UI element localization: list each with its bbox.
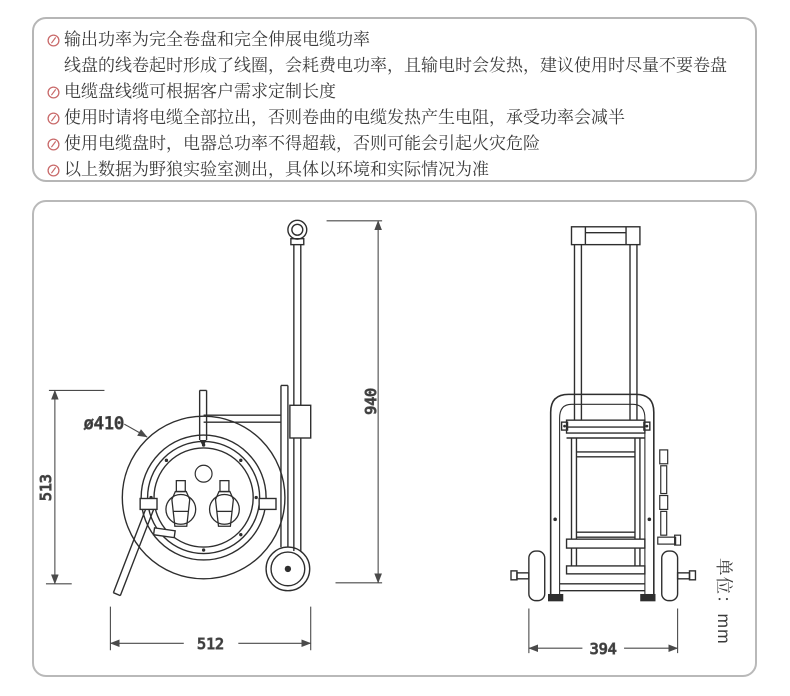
dim-label-513: 513 bbox=[36, 474, 55, 502]
note-text: 以上数据为野狼实验室测出，具体以环境和实际情况为准 bbox=[64, 160, 489, 179]
note-item bbox=[42, 27, 743, 53]
front-view-drawing bbox=[113, 220, 310, 595]
note-text: 电缆盘线缆可根据客户需求定制长度 bbox=[64, 82, 336, 101]
dim-overall-height bbox=[327, 221, 383, 583]
socket-right bbox=[210, 481, 240, 527]
dim-label-512: 512 bbox=[197, 635, 224, 654]
dim-front-width bbox=[110, 607, 310, 654]
dim-diameter bbox=[84, 413, 147, 437]
note-text: 使用电缆盘时，电器总功率不得超载，否则可能会引起火灾危险 bbox=[64, 134, 540, 153]
dimension-diagram-box bbox=[32, 200, 757, 677]
note-item-continuation bbox=[42, 53, 743, 79]
note-item bbox=[42, 105, 743, 131]
note-text: 使用时请将电缆全部拉出，否则卷曲的电缆发热产生电阻，承受功率会减半 bbox=[64, 108, 625, 127]
socket-left bbox=[166, 481, 196, 527]
dim-side-width bbox=[529, 609, 678, 659]
dim-label-940: 940 bbox=[362, 387, 381, 415]
note-text: 线盘的线卷起时形成了线圈，会耗费电功率，且输电时会发热，建议使用时尽量不要卷盘 bbox=[64, 56, 727, 75]
technical-drawing bbox=[34, 202, 755, 675]
circle-slash-icon bbox=[42, 131, 64, 151]
circle-slash-icon bbox=[42, 157, 64, 177]
dim-label-diameter: ø410 bbox=[83, 413, 125, 434]
unit-label: 单位：mm bbox=[714, 558, 734, 645]
note-item bbox=[42, 131, 743, 157]
dim-label-394: 394 bbox=[589, 640, 617, 659]
note-item bbox=[42, 157, 743, 183]
crank-hardware bbox=[658, 450, 681, 545]
notes-box bbox=[32, 17, 757, 182]
circle-slash-icon bbox=[42, 79, 64, 99]
note-text: 输出功率为完全卷盘和完全伸展电缆功率 bbox=[64, 30, 370, 49]
note-item bbox=[42, 79, 743, 105]
circle-slash-icon bbox=[42, 105, 64, 125]
circle-slash-icon bbox=[42, 27, 64, 47]
bullet-spacer bbox=[42, 53, 64, 60]
side-view-drawing bbox=[511, 227, 695, 601]
